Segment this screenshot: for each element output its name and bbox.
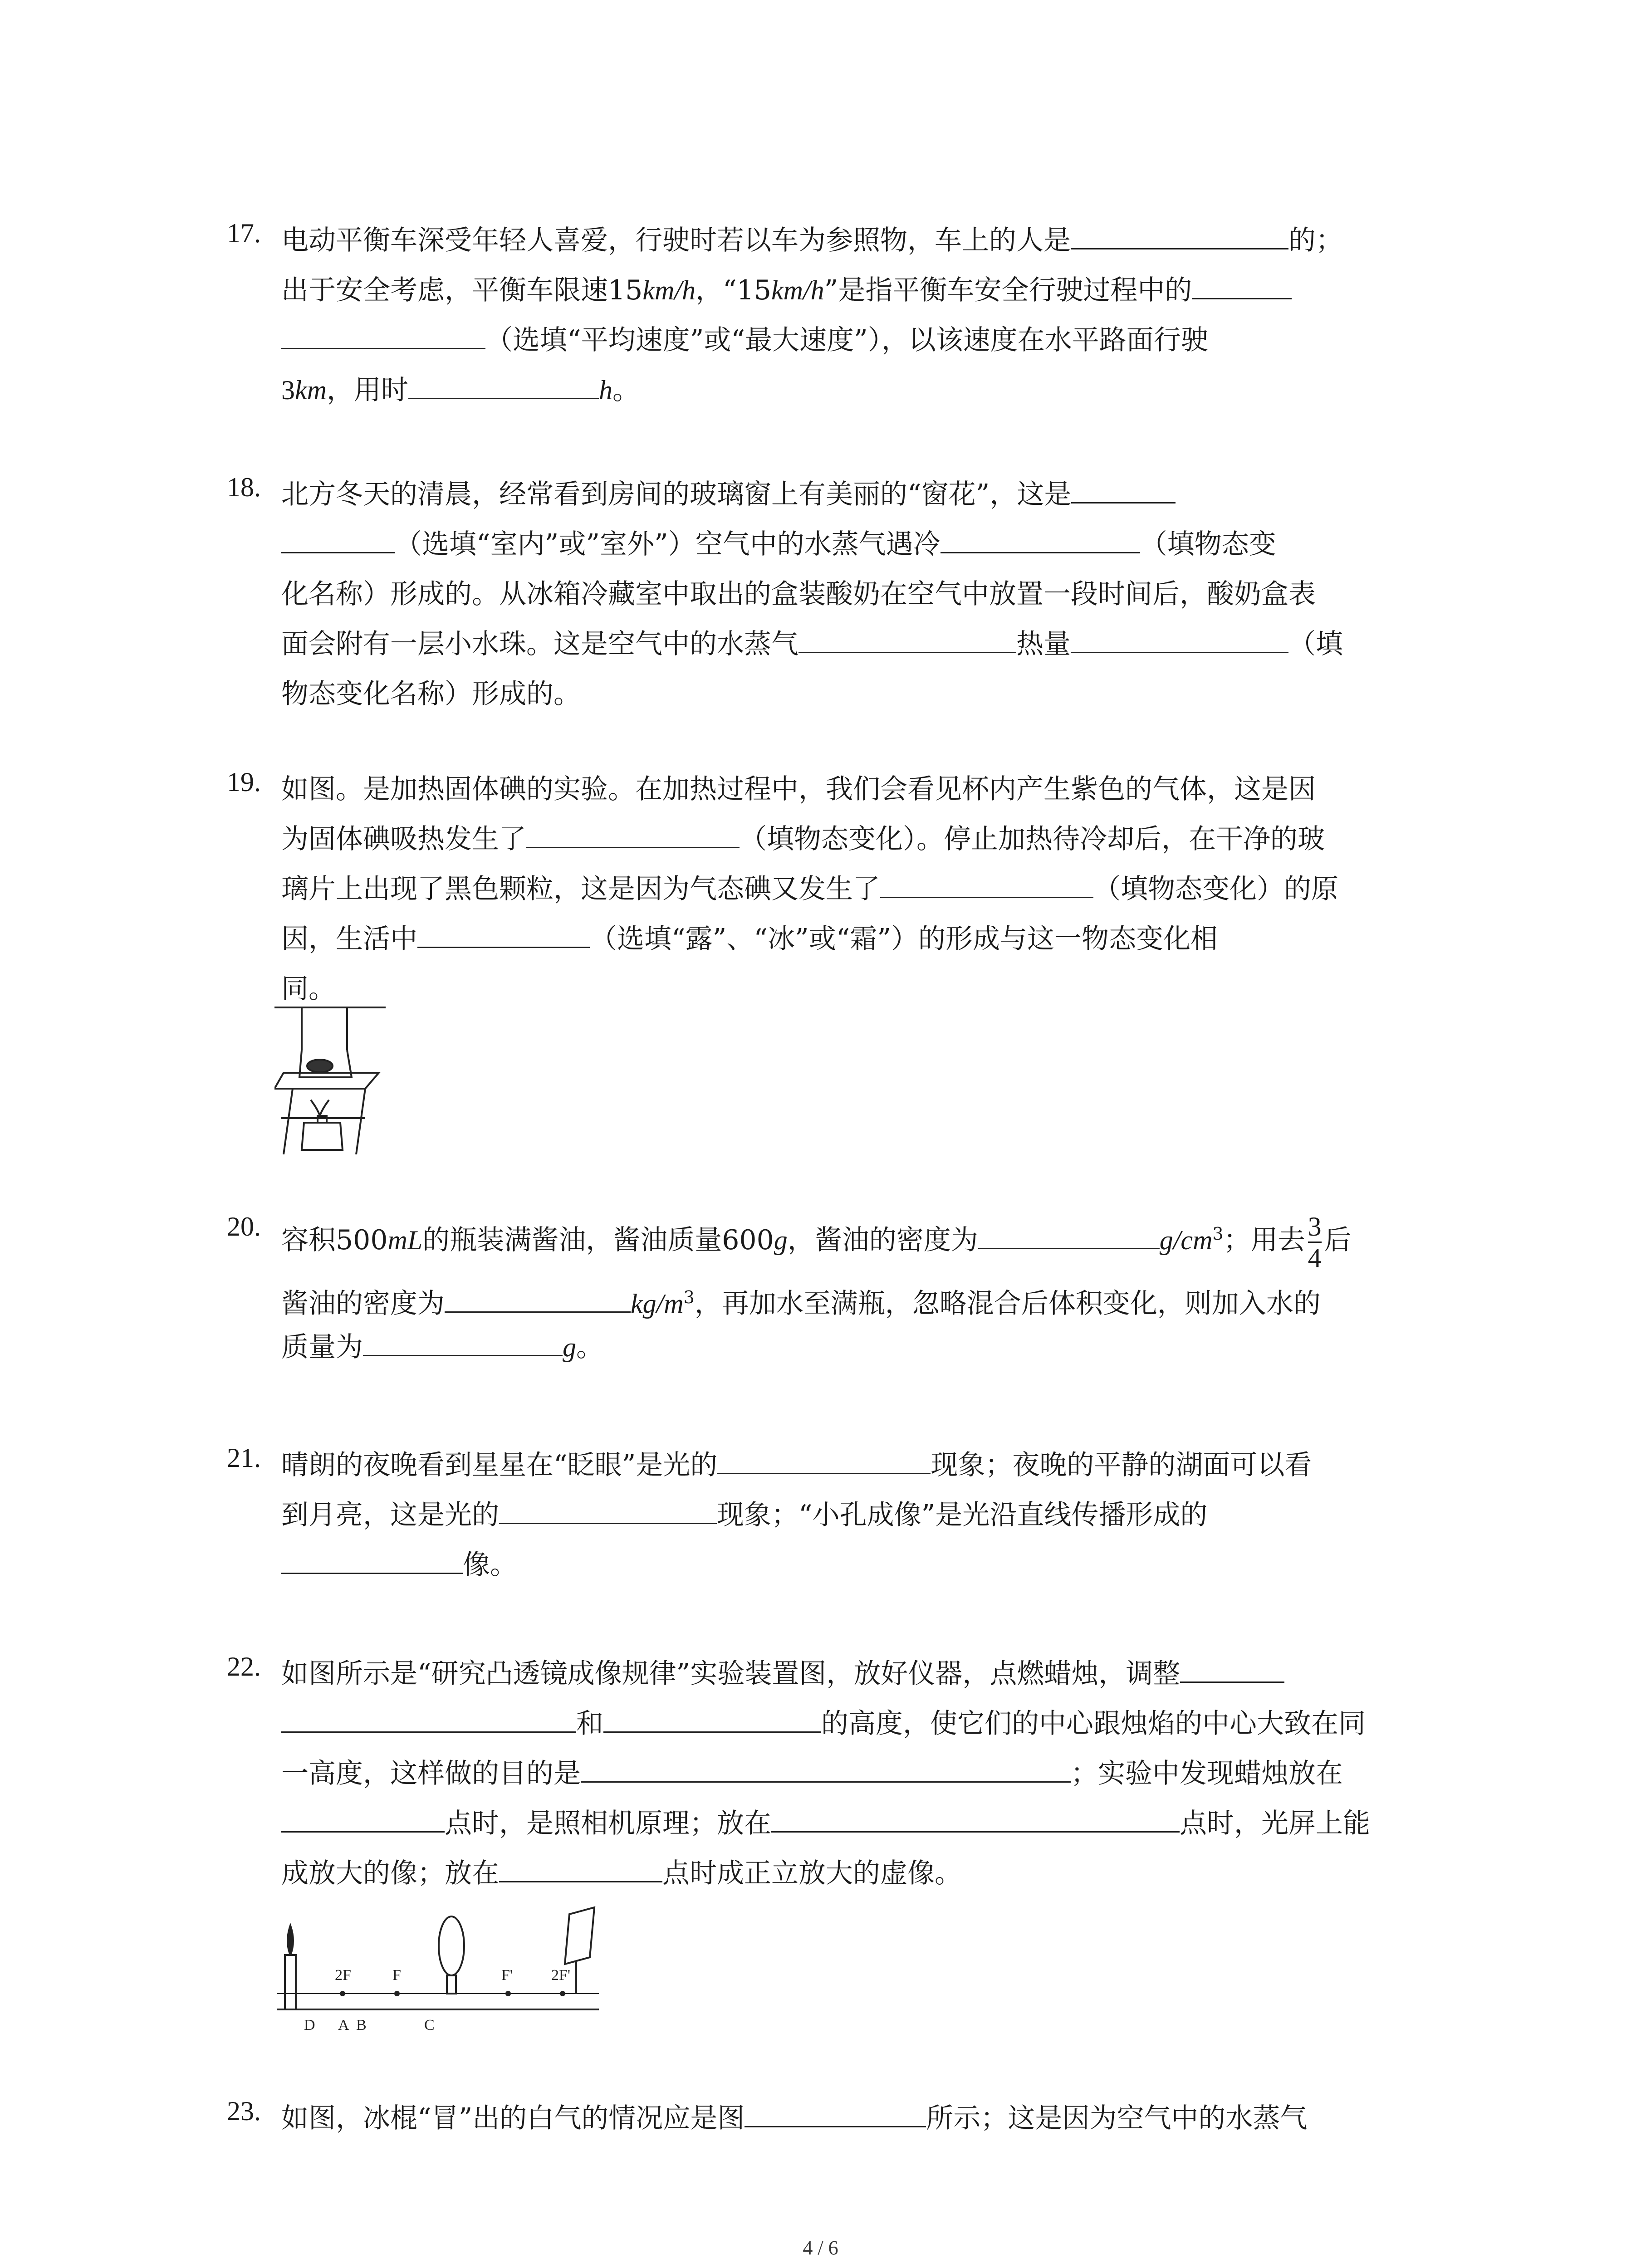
question-line: 像。 — [281, 1542, 517, 1588]
question-number: 19. — [227, 767, 261, 797]
question-line: 到月亮，这是光的 现象；“小孔成像”是光沿直线传播形成的 — [281, 1492, 1207, 1538]
question-line: 璃片上出现了黑色颗粒，这是因为气态碘又发生了 （填物态变化）的原 — [281, 866, 1338, 912]
answer-blank[interactable] — [281, 321, 485, 349]
answer-blank[interactable] — [1180, 1654, 1284, 1683]
answer-blank[interactable] — [978, 1221, 1160, 1249]
point-2f — [340, 1991, 345, 1996]
iodine-heating-figure — [274, 1005, 392, 1154]
answer-blank[interactable] — [1192, 271, 1292, 299]
answer-blank[interactable] — [798, 625, 1016, 653]
label-f-prime: F' — [501, 1967, 513, 1984]
point-f-prime — [505, 1991, 511, 1996]
question-line: 点时，是照相机原理；放在 点时，光屏上能 — [281, 1801, 1370, 1846]
answer-blank[interactable] — [1071, 625, 1288, 653]
answer-blank[interactable] — [417, 919, 590, 948]
question-number: 23. — [227, 2096, 261, 2126]
question-line: （选填“室内”或”室外”）空气中的水蒸气遇冷 （填物态变 — [281, 522, 1276, 567]
answer-blank[interactable] — [408, 371, 599, 399]
answer-blank[interactable] — [941, 525, 1140, 553]
fraction: $\frac{3}{4}$ — [1308, 1211, 1322, 1273]
question-line: 成放大的像；放在 点时成正立放大的虚像。 — [281, 1851, 962, 1896]
answer-blank[interactable] — [1071, 221, 1288, 249]
answer-blank[interactable] — [717, 1446, 931, 1474]
question-line: 面会附有一层小水珠。这是空气中的水蒸气 热量 （填 — [281, 621, 1343, 667]
question-line: 为固体碘吸热发生了 （填物态变化）。停止加热待冷却后，在干净的玻 — [281, 816, 1325, 862]
answer-blank[interactable] — [1071, 475, 1176, 503]
label-d: D — [304, 2017, 315, 2033]
question-line: 因，生活中 （选填“露”、“冰”或“霜”）的形成与这一物态变化相 — [281, 916, 1218, 962]
answer-blank[interactable] — [603, 1704, 821, 1733]
question-line: （选填“平均速度”或“最大速度”），以该速度在水平路面行驶 — [281, 318, 1208, 363]
question-line: 酱油的密度为 $kg/m^3$，再加水至满瓶，忽略混合后体积变化，则加入水的 — [281, 1275, 1321, 1320]
question-number: 21. — [227, 1443, 261, 1473]
question-line: 如图所示是“研究凸透镜成像规律”实验装置图，放好仪器，点燃蜡烛，调整 — [281, 1651, 1284, 1696]
answer-blank[interactable] — [281, 1804, 445, 1833]
answer-blank[interactable] — [880, 870, 1093, 898]
answer-blank[interactable] — [363, 1328, 563, 1356]
answer-blank[interactable] — [281, 1704, 576, 1733]
question-line: 和 的高度，使它们的中心跟烛焰的中心大致在同 — [281, 1701, 1366, 1746]
answer-blank[interactable] — [499, 1496, 717, 1524]
answer-blank[interactable] — [499, 1854, 662, 1882]
answer-blank[interactable] — [445, 1284, 631, 1313]
answer-blank[interactable] — [581, 1754, 1071, 1783]
answer-blank[interactable] — [771, 1804, 1180, 1833]
question-number: 17. — [227, 218, 261, 248]
question-line: 容积500mL的瓶装满酱油，酱油质量600g，酱油的密度为 $g/cm^3$；用去 $\frac{3}{4}$ 后 — [281, 1211, 1352, 1273]
question-number: 22. — [227, 1652, 261, 1681]
question-line: 如图。是加热固体碘的实验。在加热过程中，我们会看见杯内产生紫色的气体，这是因 — [281, 773, 1316, 805]
point-f — [394, 1991, 400, 1996]
label-b: B — [356, 2017, 367, 2033]
question-line: 如图，冰棍“冒”出的白气的情况应是图 所示；这是因为空气中的水蒸气 — [281, 2096, 1307, 2141]
question-line: 北方冬天的清晨，经常看到房间的玻璃窗上有美丽的“窗花”，这是 — [281, 472, 1176, 517]
question-number: 18. — [227, 472, 261, 502]
label-c: C — [424, 2017, 435, 2033]
question-line: 化名称）形成的。从冰箱冷藏室中取出的盒装酸奶在空气中放置一段时间后，酸奶盒表 — [281, 578, 1316, 610]
page-number: 4 / 6 — [803, 2237, 838, 2259]
answer-blank[interactable] — [281, 1545, 463, 1574]
label-2f: 2F — [335, 1967, 351, 1984]
question-line: 电动平衡车深受年轻人喜爱，行驶时若以车为参照物，车上的人是 的； — [281, 218, 1343, 263]
question-line: 3km，用时 h。 — [281, 367, 640, 413]
label-f: F — [392, 1967, 401, 1984]
question-line: 物态变化名称）形成的。 — [281, 678, 581, 710]
question-line: 同。 — [281, 973, 336, 1005]
question-line: 出于安全考虑，平衡车限速15km/h，“15km/h”是指平衡车安全行驶过程中的 — [281, 268, 1292, 313]
question-line: 质量为 g。 — [281, 1325, 603, 1370]
point-2f-prime — [560, 1991, 565, 1996]
question-line: 晴朗的夜晚看到星星在“眨眼”是光的 现象；夜晚的平静的湖面可以看 — [281, 1442, 1312, 1488]
label-2f-prime: 2F' — [551, 1967, 571, 1984]
answer-blank[interactable] — [526, 820, 740, 848]
answer-blank[interactable] — [281, 525, 395, 553]
answer-blank[interactable] — [745, 2099, 926, 2127]
question-line: 一高度，这样做的目的是 ；实验中发现蜡烛放在 — [281, 1751, 1343, 1796]
convex-lens-figure — [277, 1905, 603, 2037]
question-number: 20. — [227, 1212, 261, 1242]
label-a: A — [338, 2017, 349, 2033]
